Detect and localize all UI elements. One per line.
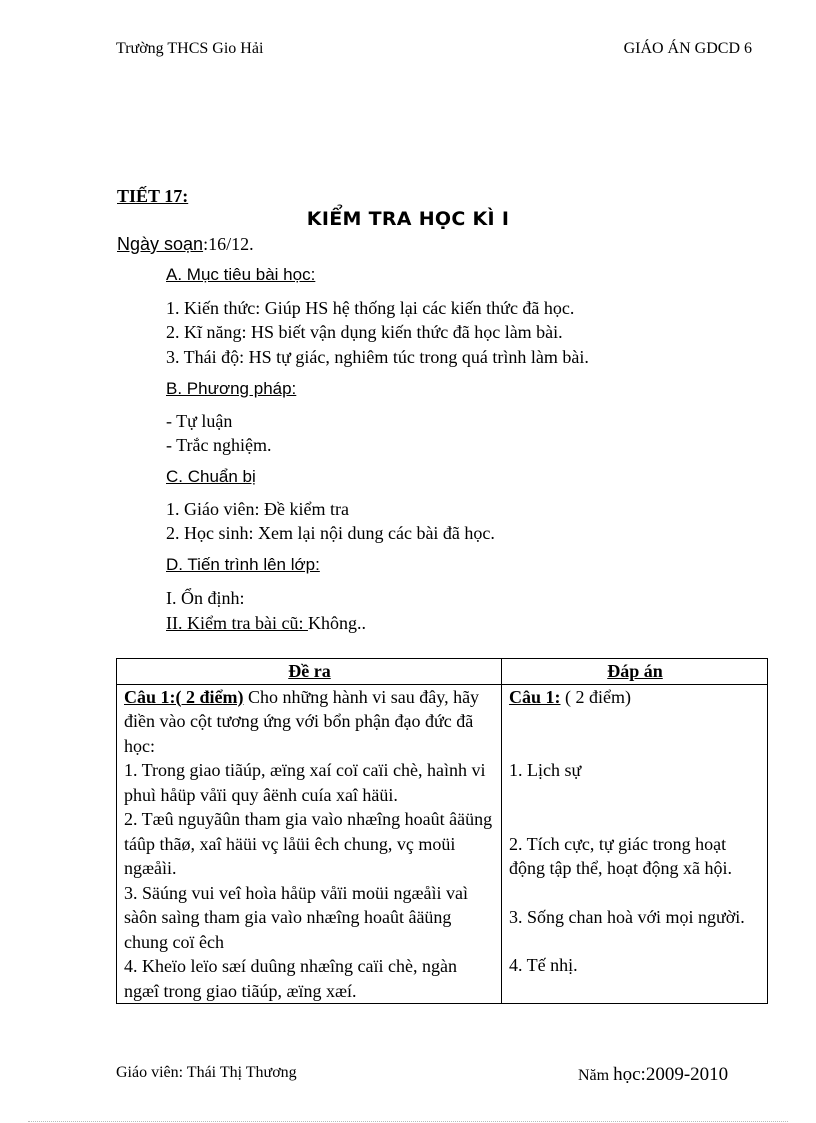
question-label: Câu 1:( 2 điểm) — [124, 686, 244, 707]
year-label: Năm — [578, 1067, 614, 1084]
lesson-date — [117, 234, 254, 255]
date-value: :16/12. — [203, 234, 254, 254]
date-label: Ngày soạn — [117, 234, 204, 254]
section-c-line: 2. Học sinh: Xem lại nội dung các bài đã học. — [166, 523, 495, 543]
section-b-line: - Tự luận — [166, 411, 233, 431]
section-c-line: 1. Giáo viên: Đề kiểm tra — [166, 499, 349, 519]
question-text: Cho những hành vi sau đây, hãy điền vào cột tương ứng với bổn phận đạo đức đã học: — [124, 686, 480, 756]
page-title: KIỂM TRA HỌC KÌ I — [306, 208, 510, 230]
table-row — [117, 684, 768, 1004]
section-d-heading: D. Tiến trình lên lớp: — [166, 555, 320, 574]
question-intro — [124, 685, 495, 759]
question-item: 4. Kheïo leïo sæí duûng nhæîng caïi chè, ngàn ngæî trong giao tiãúp, æïng xæí. — [124, 956, 457, 1001]
year-value: học:2009-2010 — [613, 1064, 729, 1085]
question-item: 3. Säúng vui veî hoìa håüp våïi moüi ngæåìi vaì sàôn saìng tham gia vaìo nhæîng hoaût âäüng chung coï êch — [124, 882, 468, 952]
section-d-line: I. Ổn định: — [166, 588, 245, 608]
old-lesson-check-label: II. Kiểm tra bài cũ: — [166, 613, 308, 633]
section-b-line: - Trắc nghiệm. — [166, 435, 272, 455]
section-a-heading: A. Mục tiêu bài học: — [166, 265, 316, 284]
col-header-questions: Đề ra — [117, 659, 502, 685]
section-a-line: 3. Thái độ: HS tự giác, nghiêm túc trong quá trình làm bài. — [166, 347, 589, 367]
table-header-row — [117, 659, 768, 685]
section-d-line — [166, 613, 366, 634]
section-c-heading: C. Chuẩn bị — [166, 467, 256, 486]
question-item: 1. Trong giao tiãúp, æïng xaí coï caïi chè, haình vi phuì håüp våïi quy âënh cuía xaî häüi. — [124, 760, 486, 805]
answer-item: 3. Sống chan hoà với mọi người. — [509, 906, 745, 927]
old-lesson-check-value: Không.. — [307, 613, 366, 633]
question-item: 2. Tæû nguyãûn tham gia vaìo nhæîng hoaût âäüng táûp thãø, xaî häüi vç låüi êch chung, vç moüi ngæåìi. — [124, 809, 493, 878]
answer-item: 2. Tích cực, tự giác trong hoạt động tập thể, hoạt động xã hội. — [509, 833, 732, 878]
questions-cell — [117, 684, 502, 1004]
header-school: Trường THCS Gio Hải — [116, 40, 264, 57]
answer-label: Câu 1: — [509, 686, 561, 707]
section-b-heading: B. Phương pháp: — [166, 379, 297, 398]
page-bottom-divider — [28, 1121, 788, 1122]
lesson-number: TIẾT 17: — [117, 186, 189, 206]
header-course: GIÁO ÁN GDCD 6 — [623, 40, 752, 57]
section-a-line: 2. Kĩ năng: HS biết vận dụng kiến thức đã học làm bài. — [166, 322, 563, 342]
answer-intro — [509, 685, 761, 710]
answer-points: ( 2 điểm) — [560, 686, 631, 707]
col-header-answers: Đáp án — [502, 659, 768, 685]
answer-item: 1. Lịch sự — [509, 760, 582, 780]
footer-school-year — [578, 1064, 728, 1086]
section-a-line: 1. Kiến thức: Giúp HS hệ thống lại các kiến thức đã học. — [166, 298, 575, 318]
footer-teacher: Giáo viên: Thái Thị Thương — [116, 1064, 297, 1081]
exam-table — [116, 658, 768, 1004]
answer-item: 4. Tế nhị. — [509, 955, 578, 975]
answers-cell — [502, 684, 768, 1004]
